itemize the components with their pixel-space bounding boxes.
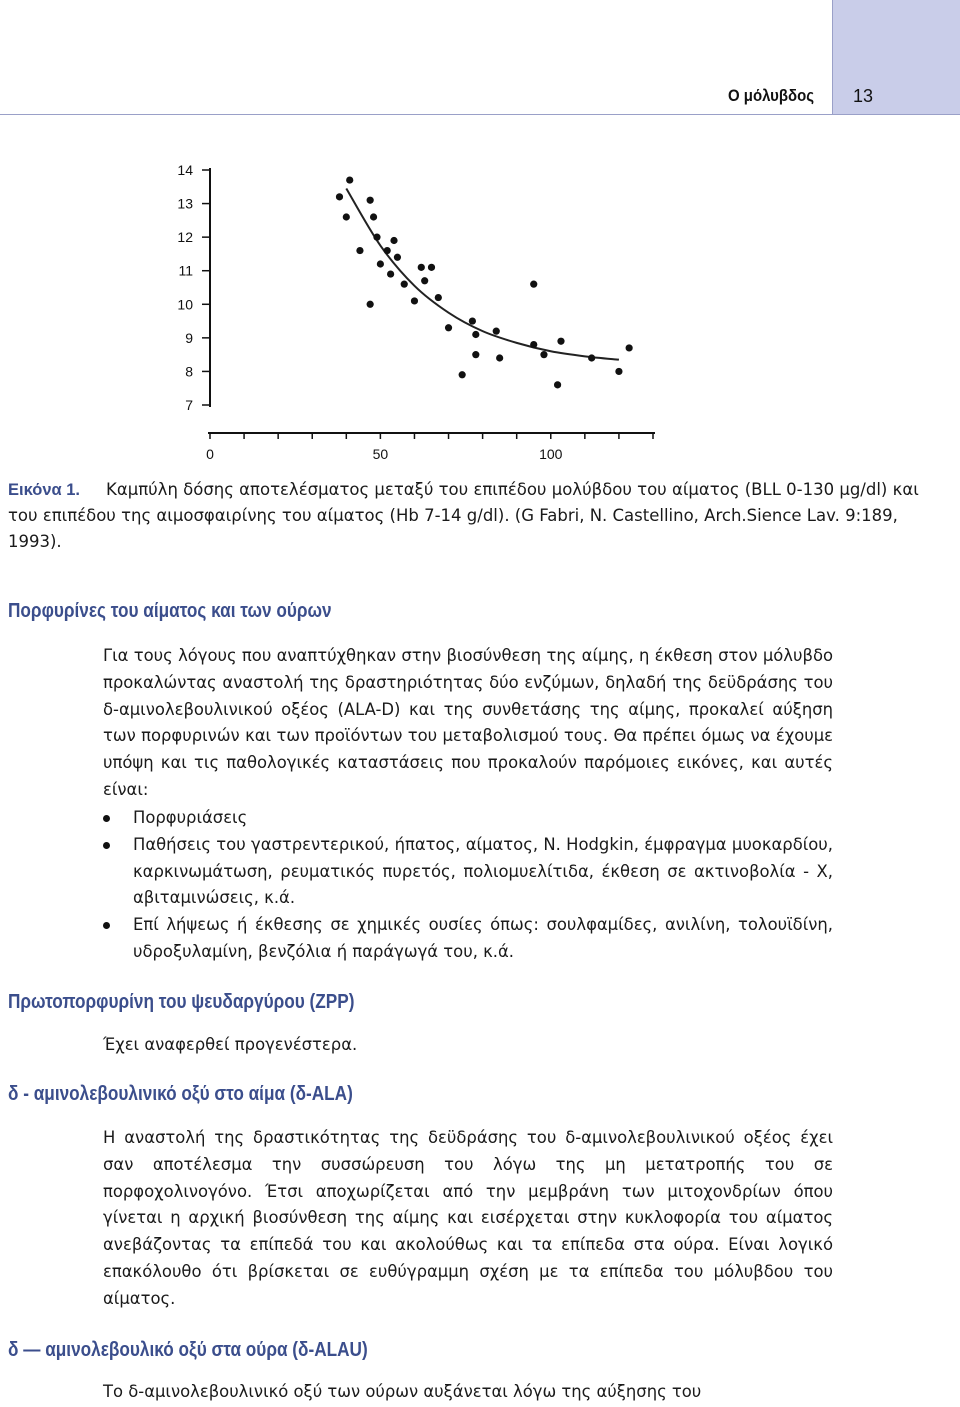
heading-d-alau: δ — αμινολεβουλικό οξύ στα ούρα (δ-ALAU) <box>8 1339 368 1361</box>
header-separator <box>832 0 833 115</box>
data-point <box>387 270 394 277</box>
y-tick-label: 13 <box>177 195 193 212</box>
x-tick-label: 0 <box>206 446 214 462</box>
list-item <box>103 805 833 832</box>
paragraph-porphyrins: Για τους λόγους που αναπτύχθηκαν στην βιοσύνθεση της αίμης, η έκθεση στον μόλυβδο προκαλώντας αναστολή της δραστηριότητας δύο ενζύμων, δηλαδή της δεϋδράσης του δ-αμινολεβουλινικού οξέος (ALA-D) και της συνθετάσης της αίμης, προκαλεί αύξηση των πορφυρινών και των προϊόντων του μεταβολισμού τους. Θα πρέπει όμως να έχουμε υπόψη και τις παθολογικές καταστάσεις που προκαλούν παρόμοιες εικόνες, και αυτές είναι: <box>103 646 833 799</box>
data-point <box>428 264 435 271</box>
data-point <box>493 328 500 335</box>
data-point <box>336 193 343 200</box>
x-axis <box>206 433 655 462</box>
data-point <box>435 294 442 301</box>
data-point <box>557 338 564 345</box>
header-rule <box>0 114 960 115</box>
data-point <box>384 247 391 254</box>
bullet-icon <box>103 815 110 822</box>
paragraph-d-alau: Το δ-αμινολεβουλινικό οξύ των ούρων αυξάνεται λόγω της αύξησης του <box>103 1382 702 1401</box>
heading-zpp: Πρωτοπορφυρίνη του ψευδαργύρου (ZPP) <box>8 991 355 1013</box>
data-point <box>390 237 397 244</box>
heading-porphyrins: Πορφυρίνες του αίματος και των ούρων <box>8 600 332 622</box>
data-point <box>373 234 380 241</box>
y-tick-label: 12 <box>177 229 193 246</box>
data-point <box>588 354 595 361</box>
data-point <box>370 213 377 220</box>
data-point <box>472 351 479 358</box>
y-tick-label: 10 <box>177 296 193 313</box>
data-point <box>615 368 622 375</box>
data-point <box>472 331 479 338</box>
caption-label: Εικόνα 1. <box>8 481 80 499</box>
data-point <box>530 341 537 348</box>
data-point <box>343 213 350 220</box>
page-number: 13 <box>853 86 874 106</box>
x-tick-label: 100 <box>539 446 563 462</box>
y-tick-label: 14 <box>177 162 193 178</box>
data-point <box>401 281 408 288</box>
paragraph-d-ala: Η αναστολή της δραστικότητας της δεϋδράσης του δ-αμινολεβουλινικού οξέος έχει σαν αποτέλεσμα την συσσώρευση του λόγω της μη μετατροπής του σε πορφοχολινογόνο. Έτσι αποχωρίζεται από την μεμβράνη των μιτοχονδρίων όπου γίνεται η αρχική βιοσύνθεση της αίμης και εισέρχεται στην κυκλοφορία του αίματος ανεβάζοντας τα επίπεδά του και ακολούθως και τα επίπεδα στα ούρα. Είναι λογικό επακόλουθο ότι βρίσκεται σε ευθύγραμμη σχέση με τα επίπεδα του μόλυβδου του αίματος. <box>103 1128 833 1308</box>
data-point <box>418 264 425 271</box>
y-tick-label: 11 <box>178 262 193 279</box>
bullet-text: Επί λήψεως ή έκθεσης σε χημικές ουσίες όπως: σουλφαμίδες, ανιλίνη, τολουϊδίνη, υδροξυλαμίνη, βενζόλια ή παράγωγά του, κ.ά. <box>133 915 833 961</box>
y-tick-label: 9 <box>185 329 193 346</box>
y-axis <box>177 162 210 413</box>
heading-d-ala: δ - αμινολεβουλινικό οξύ στο αίμα (δ-ALA) <box>8 1083 353 1105</box>
data-point <box>367 197 374 204</box>
data-point <box>554 381 561 388</box>
paragraph-zpp: Έχει αναφερθεί προγενέστερα. <box>103 1035 358 1054</box>
data-point <box>346 176 353 183</box>
data-point <box>411 297 418 304</box>
data-point <box>421 277 428 284</box>
bullet-text: Παθήσεις του γαστρεντερικού, ήπατος, αίματος, N. Hodgkin, έμφραγμα μυοκαρδίου, καρκινωμάτωση, ρευματικός πυρετός, πολιομυελίτιδα, έκθεση σε ακτινοβολία - X, αβιταμινώσεις, κ.ά. <box>133 834 833 908</box>
data-point <box>540 351 547 358</box>
running-title: Ο μόλυβδος <box>728 86 815 105</box>
list-item <box>103 912 833 966</box>
porphyrins-bullet-list <box>103 805 833 966</box>
bullet-icon <box>103 922 110 929</box>
data-point <box>626 344 633 351</box>
data-point <box>356 247 363 254</box>
caption-text: Καμπύλη δόσης αποτελέσματος μεταξύ του επιπέδου μολύβδου του αίματος (BLL 0-130 μg/dl) και του επιπέδου της αιμοσφαιρίνης του αίματος (Hb 7-14 g/dl). (G Fabri, N. Castellino, Arch.Sience Lav. 9:189, 1993). <box>8 480 919 551</box>
data-point <box>394 254 401 261</box>
y-tick-label: 7 <box>185 397 193 413</box>
data-point <box>530 281 537 288</box>
x-tick-label: 50 <box>372 446 389 462</box>
figure-caption <box>8 477 948 555</box>
bullet-icon <box>103 842 110 849</box>
dose-response-chart <box>0 140 700 470</box>
list-item <box>103 832 833 912</box>
data-point <box>445 324 452 331</box>
data-point <box>496 354 503 361</box>
data-point <box>377 260 384 267</box>
bullet-text: Πορφυριάσεις <box>133 808 248 827</box>
data-point <box>367 301 374 308</box>
data-point <box>469 317 476 324</box>
data-point <box>459 371 466 378</box>
y-tick-label: 8 <box>185 363 193 380</box>
